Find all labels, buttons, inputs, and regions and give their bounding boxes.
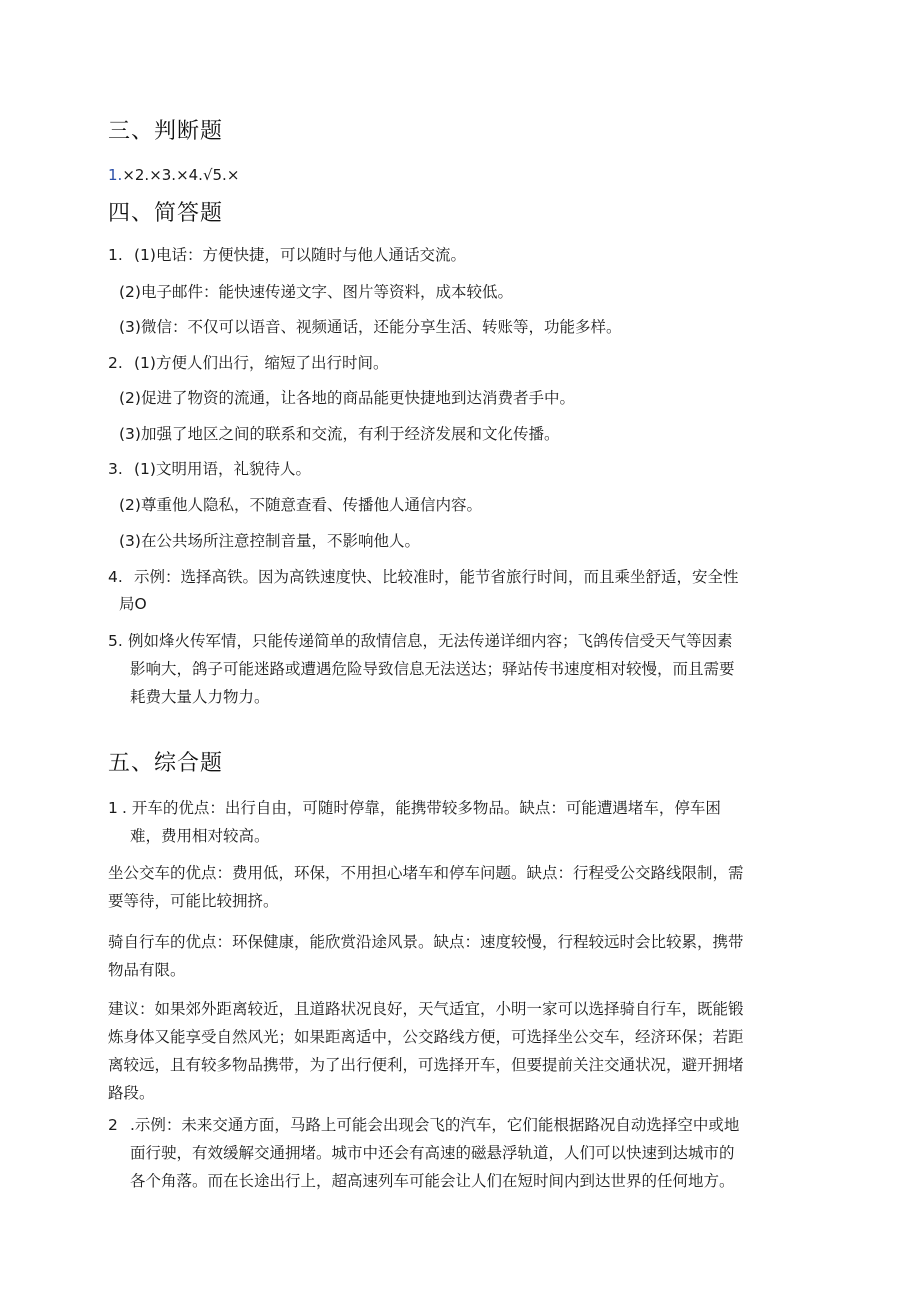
q3-number: 3.: [108, 460, 123, 478]
q2-item-b: (2)促进了物资的流通，让各地的商品能更快捷地到达消费者手中。: [119, 389, 575, 407]
judgement-answers: [108, 164, 239, 186]
bike-line-2: 物品有限。: [108, 961, 186, 979]
q5-line-1: [108, 628, 733, 655]
bus-line-1: 坐公交车的优点：费用低，环保，不用担心堵车和停车问题。缺点：行程受公交路线限制，需: [108, 864, 744, 882]
q2-a-text: (1)方便人们出行，缩短了出行时间。: [134, 354, 389, 372]
q1-item-c: (3)微信：不仅可以语音、视频通话，还能分享生活、转账等，功能多样。: [119, 318, 622, 336]
s5-q1-line-1: [108, 795, 721, 822]
q1-a-text: (1)电话：方便快捷，可以随时与他人通话交流。: [134, 246, 466, 264]
q5-line-2: 影响大，鸽子可能迷路或遭遇危险导致信息无法送达；驿站传书速度相对较慢，而且需要: [130, 660, 735, 678]
s5-q2-line-1: [108, 1112, 739, 1139]
bus-line-2: 要等待，可能比较拥挤。: [108, 892, 279, 910]
s5-q2-line-1-text: .示例：未来交通方面，马路上可能会出现会飞的汽车，它们能根据路况自动选择空中或地: [130, 1116, 740, 1134]
advice-line-4: 路段。: [108, 1084, 155, 1102]
s5-q1-line-2: 难，费用相对较高。: [130, 827, 270, 845]
advice-line-3: 离较远，且有较多物品携带，为了出行便利，可选择开车，但要提前关注交通状况，避开拥堵: [108, 1056, 744, 1074]
q3-a-text: (1)文明用语，礼貌待人。: [134, 460, 311, 478]
q1-item-a: [108, 242, 466, 269]
q4-line-2: 局O: [119, 595, 147, 613]
q3-item-b: (2)尊重他人隐私，不随意查看、传播他人通信内容。: [119, 496, 482, 514]
s5-q2-number: 2: [108, 1116, 118, 1134]
q5-line-1-text: 例如烽火传军情，只能传递简单的敌情信息，无法传递详细内容；飞鸽传信受天气等因素: [128, 632, 733, 650]
q5-number: 5.: [108, 632, 123, 650]
q1-item-b: (2)电子邮件：能快速传递文字、图片等资料，成本较低。: [119, 283, 513, 301]
section-5-title: 五、综合题: [108, 751, 224, 776]
section-4-title: 四、简答题: [108, 201, 224, 226]
q3-item-c: (3)在公共场所注意控制音量，不影响他人。: [119, 532, 420, 550]
q3-item-a: [108, 456, 311, 483]
s5-q1-line-1-text: . 开车的优点：出行自由，可随时停靠，能携带较多物品。缺点：可能遭遇堵车，停车困: [122, 799, 721, 817]
q1-number: 1.: [108, 246, 123, 264]
bike-line-1: 骑自行车的优点：环保健康，能欣赏沿途风景。缺点：速度较慢，行程较远时会比较累，携带: [108, 933, 744, 951]
q5-line-3: 耗费大量人力物力。: [130, 688, 270, 706]
s5-q2-line-3: 各个角落。而在长途出行上，超高速列车可能会让人们在短时间内到达世界的任何地方。: [130, 1172, 735, 1190]
judgement-answers-rest: ×2.×3.×4.√5.×: [122, 166, 240, 184]
advice-line-2: 炼身体又能享受自然风光；如果距离适中，公交路线方便，可选择坐公交车，经济环保；若距: [108, 1028, 744, 1046]
s5-q1-number: 1: [108, 799, 118, 817]
q4-line-1-text: 示例：选择高铁。因为高铁速度快、比较准时，能节省旅行时间，而且乘坐舒适，安全性: [134, 568, 739, 586]
s5-q2-line-2: 面行驶，有效缓解交通拥堵。城市中还会有高速的磁悬浮轨道，人们可以快速到达城市的: [130, 1144, 735, 1162]
q2-item-c: (3)加强了地区之间的联系和交流，有利于经济发展和文化传播。: [119, 425, 560, 443]
q2-number: 2.: [108, 354, 123, 372]
judgement-answers-first: 1.: [108, 166, 123, 184]
section-3-title: 三、判断题: [108, 119, 224, 144]
q4-line-1: [108, 564, 739, 591]
q4-number: 4.: [108, 568, 123, 586]
advice-line-1: 建议：如果郊外距离较近，且道路状况良好，天气适宜，小明一家可以选择骑自行车，既能锻: [108, 1000, 744, 1018]
q2-item-a: [108, 350, 388, 377]
